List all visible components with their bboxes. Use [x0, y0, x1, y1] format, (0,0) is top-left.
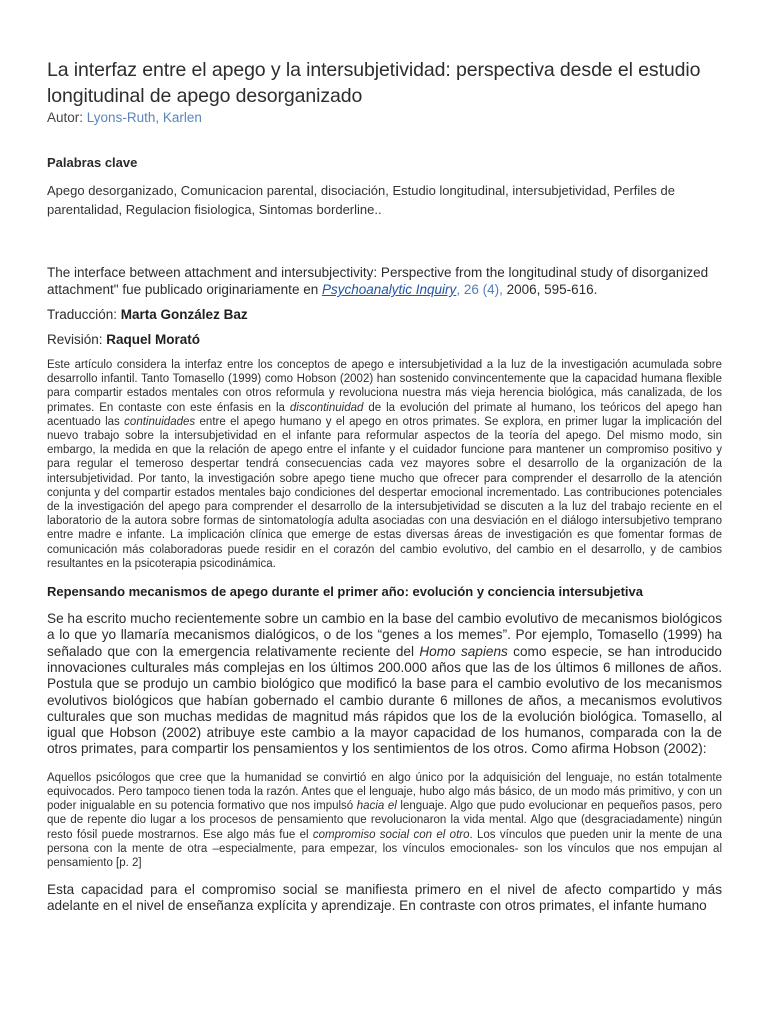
- reviewer-name: Raquel Morató: [106, 332, 201, 347]
- abstract-text-1: Este artículo considera la interfaz entre los conceptos de apego e intersubjetividad a la luz de la investigación acumulada sobre desarrollo infantil. Tanto Tomasello (1999) como Hobson (2002) han sostenido convincentemente que la capacidad humana flexible para compartir estados mentales con otros reformula y revoluciona nuestra más vieja herencia biológica, más canalizada, de los primates. En contaste con este énfasis en la: [47, 359, 722, 414]
- publication-rest: 2006, 595-616.: [502, 282, 598, 297]
- author-label: Autor:: [47, 110, 84, 125]
- journal-volume[interactable]: , 26 (4),: [456, 282, 503, 297]
- quote-text-1: Aquellos psicólogos que cree que la humanidad se convirtió en algo único por la adquisición del lenguaje, no están totalmente equivocados. Pero tampoco tienen toda la razón. Antes que el lenguaje, hubo algo más básico, de un modo más primitivo, y con un poder inigualable en su potencia formativo que nos impulsó: [47, 771, 722, 813]
- author-link[interactable]: Lyons-Ruth, Karlen: [86, 110, 202, 125]
- keywords-text: Apego desorganizado, Comunicacion parental, disociación, Estudio longitudinal, intersubjetividad, Perfiles de parentalidad, Regulacion fisiologica, Sintomas borderline..: [47, 183, 675, 217]
- body-paragraph-1: [47, 611, 722, 758]
- abstract-text-2: de la evolución del primate al humano, los teóricos del apego han acentuado las: [47, 401, 722, 428]
- review-label: Revisión:: [47, 332, 103, 347]
- abstract-paragraph: [47, 358, 722, 571]
- quote-emphasis-2: compromiso social con el otro: [312, 828, 470, 841]
- body-paragraph-2: Esta capacidad para el compromiso social se manifiesta primero en el nivel de afecto compartido y más adelante en el nivel de enseñanza explícita y aprendizaje. En contraste con otros primates, el infante humano: [47, 882, 722, 914]
- quote-text-3: . Los vínculos que pueden unir la mente de una persona con la mente de otra –especialmente, para empezar, los vínculos emocionales- son los vínculos que nos empujan al pensamiento [p. 2]: [47, 828, 722, 869]
- body1-emphasis: Homo sapiens: [419, 643, 508, 659]
- translation-label: Traducción:: [47, 307, 118, 322]
- keywords-heading: Palabras clave: [47, 155, 138, 170]
- review-credit: [47, 331, 722, 348]
- translation-credit: [47, 306, 722, 323]
- block-quote: [47, 771, 722, 870]
- body1-text-1: Se ha escrito mucho recientemente sobre un cambio en la base del cambio evolutivo de mecanismos biológicos a lo que yo llamaría mecanismos dialógicos, o de los “genes a los memes”. Por ejemplo, Tomasello (1999) ha señalado que con la emergencia relativamente reciente del: [47, 611, 722, 659]
- abstract-emphasis-1: discontinuidad: [289, 401, 364, 414]
- journal-link[interactable]: Psychoanalytic Inquiry: [321, 282, 457, 297]
- body1-text-2: como especie, se han introducido innovaciones culturales más complejas en los últimos 200.000 años que las de los últimos 6 millones de años. Postula que se produjo un cambio biológico que modificó la base para el cambio evolutivo de los mecanismos evolutivos biológicos que habían gobernado el cambio durante 6 millones de años, a mecanismos evolutivos culturales que son muchas medidas de magnitud más rápidos que los de la evolución biológica. Tomasello, al igual que Hobson (2002) atribuye este cambio a la mayor capacidad de los humanos, comparada con la de otros primates, para compartir los pensamientos y los sentimientos de los otros. Como afirma Hobson (2002):: [47, 643, 722, 757]
- publication-intro: The interface between attachment and intersubjectivity: Perspective from the longitudinal study of disorganized attachment" fue publicado originariamente en: [47, 265, 709, 297]
- author-line: [47, 110, 722, 126]
- translator-name: Marta González Baz: [120, 307, 248, 322]
- quote-text-2: lenguaje. Algo que pudo evolucionar en pequeños pasos, pero que de repente dio lugar a los procesos de pensamiento que revolucionaron la vida mental. Algo que (desgraciadamente) ningún resto fósil puede mostrarnos. Ese algo más fue el: [47, 800, 722, 841]
- section-heading: Repensando mecanismos de apego durante el primer año: evolución y conciencia intersubjetiva: [47, 584, 644, 600]
- abstract-emphasis-2: continuidades: [124, 415, 196, 428]
- page-title: La interfaz entre el apego y la intersubjetividad: perspectiva desde el estudio longitudinal de apego desorganizado: [47, 59, 701, 107]
- publication-info: [47, 264, 722, 298]
- abstract-text-3: entre el apego humano y el apego en otros primates. Se explora, en primer lugar la implicación del nuevo trabajo sobre la intersubjetividad en el infante para reformular aspectos de la teoría del apego. Del mismo modo, sin embargo, la medida en que la relación de apego entre el infante y el cuidador funcione para mantener un compromiso positivo y para regular el temeroso despertar tendrá consecuencias cada vez mayores sobre el desarrollo de la organización de la intersubjetividad. Por tanto, la investigación sobre apego tiene mucho que ofrecer para comprender el desarrollo de la atención conjunta y del compartir estados mentales bajo condiciones del despertar emocional incrementado. Las contribuciones potenciales de la investigación del apego para comprender el desarrollo de la intersubjetividad se discuten a la luz del trabajo reciente en el laboratorio de la autora sobre formas de sintomatología adulta asociadas con una desviación en el diálogo intersubjetivo temprano entre madre e infante. La implicación clínica que emerge de estas diversas áreas de investigación es que fomentar formas de comunicación más colaboradoras puede residir en el corazón del cambio evolutivo, del cambio en el desarrollo, y de cambios resultantes en la psicoterapia psicodinámica.: [47, 415, 722, 570]
- quote-emphasis-1: hacia el: [356, 800, 397, 813]
